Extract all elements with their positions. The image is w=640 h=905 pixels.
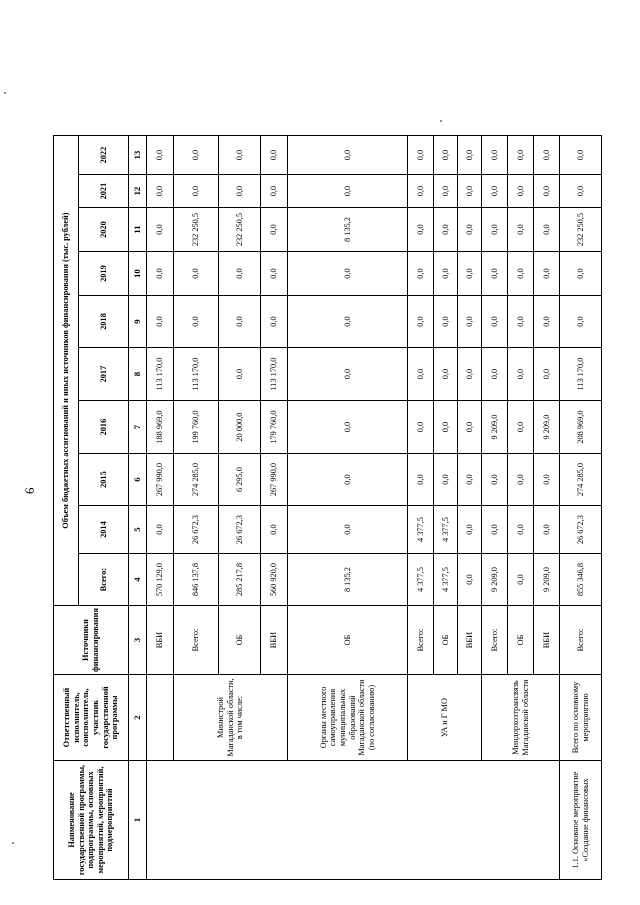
value-cell: 267 990,0 bbox=[147, 454, 174, 506]
value-cell: 0,0 bbox=[261, 136, 288, 175]
value-cell: 0,0 bbox=[458, 175, 482, 208]
value-cell: 0,0 bbox=[458, 208, 482, 252]
value-cell: 4 377,5 bbox=[434, 554, 458, 606]
value-cell: 0,0 bbox=[147, 506, 174, 554]
column-number: 10 bbox=[129, 252, 147, 296]
responsible-cell: УА и Г МО bbox=[408, 675, 482, 761]
value-cell: 0,0 bbox=[458, 348, 482, 401]
col-resp-header: Ответственный исполнитель, соисполнитель, участник государственной программы bbox=[54, 675, 129, 761]
value-cell: 0,0 bbox=[534, 296, 560, 348]
name-cell: 1.1. Основное мероприятие «Создание финансовых bbox=[560, 761, 602, 880]
source-cell: ОБ bbox=[508, 606, 534, 675]
value-cell: 267 990,0 bbox=[261, 454, 288, 506]
value-cell: 0,0 bbox=[458, 296, 482, 348]
value-cell: 0,0 bbox=[508, 175, 534, 208]
value-cell: 0,0 bbox=[534, 175, 560, 208]
value-cell: 0,0 bbox=[408, 454, 434, 506]
value-cell: 274 285,0 bbox=[174, 454, 219, 506]
column-number-row bbox=[129, 136, 147, 880]
value-cell: 274 285,0 bbox=[560, 454, 602, 506]
year-header: 2014 bbox=[79, 506, 129, 554]
value-cell: 0,0 bbox=[408, 208, 434, 252]
value-cell: 0,0 bbox=[147, 136, 174, 175]
value-cell: 0,0 bbox=[174, 136, 219, 175]
value-cell: 285 217,8 bbox=[219, 554, 261, 606]
value-cell: 9 209,0 bbox=[534, 554, 560, 606]
table-row bbox=[560, 136, 602, 880]
responsible-cell: Министрой Магаданской области, в том числе: bbox=[174, 675, 288, 761]
year-header: 2022 bbox=[79, 136, 129, 175]
value-cell: 0,0 bbox=[434, 454, 458, 506]
source-cell: Всего: bbox=[408, 606, 434, 675]
responsible-cell: Миндорхозтрансвязь Магаданской области bbox=[482, 675, 560, 761]
value-cell: 560 920,0 bbox=[261, 554, 288, 606]
value-cell: 0,0 bbox=[458, 554, 482, 606]
value-cell: 0,0 bbox=[288, 296, 408, 348]
value-cell: 0,0 bbox=[261, 252, 288, 296]
value-cell: 0,0 bbox=[288, 401, 408, 454]
responsible-cell: Всего по основному мероприятию bbox=[560, 675, 602, 761]
table-row bbox=[147, 136, 174, 880]
value-cell: 0,0 bbox=[288, 506, 408, 554]
source-cell: Всего: bbox=[560, 606, 602, 675]
value-cell: 199 760,0 bbox=[174, 401, 219, 454]
source-cell: Всего: bbox=[482, 606, 508, 675]
value-cell: 0,0 bbox=[174, 296, 219, 348]
value-cell: 0,0 bbox=[434, 401, 458, 454]
value-cell: 0,0 bbox=[508, 506, 534, 554]
value-cell: 0,0 bbox=[534, 252, 560, 296]
value-cell: 0,0 bbox=[434, 136, 458, 175]
value-cell: 8 135,2 bbox=[288, 554, 408, 606]
value-cell: 0,0 bbox=[482, 136, 508, 175]
column-number: 8 bbox=[129, 348, 147, 401]
responsible-cell: Органы местного самоуправления муниципальных образований Магаданской области (по согласованию) bbox=[288, 675, 408, 761]
value-cell: 179 760,0 bbox=[261, 401, 288, 454]
column-number: 12 bbox=[129, 175, 147, 208]
year-header: 2016 bbox=[79, 401, 129, 454]
value-cell: 232 250,5 bbox=[219, 208, 261, 252]
value-cell: 0,0 bbox=[434, 175, 458, 208]
value-cell: 0,0 bbox=[534, 208, 560, 252]
header-row-group bbox=[54, 136, 79, 880]
value-cell: 9 209,0 bbox=[482, 401, 508, 454]
value-cell: 26 672,3 bbox=[174, 506, 219, 554]
year-header: 2021 bbox=[79, 175, 129, 208]
value-cell: 0,0 bbox=[219, 136, 261, 175]
source-cell: ОБ bbox=[219, 606, 261, 675]
column-number: 4 bbox=[129, 554, 147, 606]
value-cell: 0,0 bbox=[261, 296, 288, 348]
column-number: 13 bbox=[129, 136, 147, 175]
value-cell: 113 170,0 bbox=[174, 348, 219, 401]
value-cell: 208 969,0 bbox=[560, 401, 602, 454]
value-cell: 0,0 bbox=[508, 136, 534, 175]
year-header: 2018 bbox=[79, 296, 129, 348]
value-cell: 0,0 bbox=[288, 252, 408, 296]
col-total-header: Всего: bbox=[79, 554, 129, 606]
value-cell: 113 170,0 bbox=[560, 348, 602, 401]
value-cell: 0,0 bbox=[482, 296, 508, 348]
value-cell: 0,0 bbox=[534, 454, 560, 506]
value-cell: 8 135,2 bbox=[288, 208, 408, 252]
value-cell: 0,0 bbox=[288, 175, 408, 208]
value-cell: 0,0 bbox=[458, 506, 482, 554]
source-cell: ВБИ bbox=[534, 606, 560, 675]
value-cell: 0,0 bbox=[560, 136, 602, 175]
value-cell: 9 209,0 bbox=[534, 401, 560, 454]
value-cell: 0,0 bbox=[458, 401, 482, 454]
value-cell: 26 672,3 bbox=[560, 506, 602, 554]
value-cell: 4 377,5 bbox=[408, 506, 434, 554]
page-number: 6 bbox=[22, 487, 37, 494]
value-cell: 0,0 bbox=[261, 175, 288, 208]
column-number: 9 bbox=[129, 296, 147, 348]
column-number: 3 bbox=[129, 606, 147, 675]
value-cell: 4 377,5 bbox=[434, 506, 458, 554]
value-cell: 0,0 bbox=[534, 506, 560, 554]
scan-speck bbox=[12, 842, 14, 844]
value-cell: 0,0 bbox=[261, 506, 288, 554]
year-header: 2017 bbox=[79, 348, 129, 401]
value-cell: 0,0 bbox=[482, 454, 508, 506]
column-number: 1 bbox=[129, 761, 147, 880]
col-name-header: Наименование государственной программы, подпрограммы, основных мероприятий, мероприятий, подмероприятий bbox=[54, 761, 129, 880]
source-cell: ВБИ bbox=[458, 606, 482, 675]
source-cell: ВБИ bbox=[147, 606, 174, 675]
scan-speck bbox=[440, 120, 442, 122]
value-cell: 0,0 bbox=[508, 454, 534, 506]
value-cell: 0,0 bbox=[508, 401, 534, 454]
year-header: 2020 bbox=[79, 208, 129, 252]
resp-cell-blank bbox=[147, 675, 174, 761]
source-cell: Всего: bbox=[174, 606, 219, 675]
year-header: 2015 bbox=[79, 454, 129, 506]
value-cell: 0,0 bbox=[219, 296, 261, 348]
value-cell: 20 000,0 bbox=[219, 401, 261, 454]
column-number: 11 bbox=[129, 208, 147, 252]
value-cell: 4 377,5 bbox=[408, 554, 434, 606]
value-cell: 0,0 bbox=[261, 208, 288, 252]
funding-group-header: Объем бюджетных ассигнований и иных источников финансирования (тыс. рублей) bbox=[54, 136, 79, 606]
source-cell: ОБ bbox=[288, 606, 408, 675]
value-cell: 0,0 bbox=[482, 348, 508, 401]
value-cell: 0,0 bbox=[534, 136, 560, 175]
value-cell: 232 250,5 bbox=[560, 208, 602, 252]
value-cell: 113 170,0 bbox=[261, 348, 288, 401]
value-cell: 0,0 bbox=[434, 296, 458, 348]
value-cell: 0,0 bbox=[147, 252, 174, 296]
value-cell: 9 209,0 bbox=[482, 554, 508, 606]
value-cell: 0,0 bbox=[560, 252, 602, 296]
value-cell: 0,0 bbox=[408, 175, 434, 208]
value-cell: 0,0 bbox=[408, 252, 434, 296]
value-cell: 0,0 bbox=[219, 175, 261, 208]
value-cell: 0,0 bbox=[482, 252, 508, 296]
value-cell: 0,0 bbox=[458, 136, 482, 175]
value-cell: 0,0 bbox=[408, 348, 434, 401]
value-cell: 0,0 bbox=[219, 348, 261, 401]
value-cell: 0,0 bbox=[174, 175, 219, 208]
value-cell: 0,0 bbox=[434, 348, 458, 401]
value-cell: 0,0 bbox=[147, 175, 174, 208]
value-cell: 0,0 bbox=[482, 506, 508, 554]
value-cell: 0,0 bbox=[219, 252, 261, 296]
scan-speck bbox=[4, 92, 6, 94]
value-cell: 0,0 bbox=[174, 252, 219, 296]
value-cell: 0,0 bbox=[288, 136, 408, 175]
value-cell: 0,0 bbox=[482, 175, 508, 208]
value-cell: 26 672,3 bbox=[219, 506, 261, 554]
name-cell-blank bbox=[147, 761, 560, 880]
value-cell: 0,0 bbox=[288, 454, 408, 506]
value-cell: 0,0 bbox=[408, 136, 434, 175]
value-cell: 0,0 bbox=[147, 296, 174, 348]
value-cell: 188 969,0 bbox=[147, 401, 174, 454]
value-cell: 0,0 bbox=[508, 296, 534, 348]
value-cell: 570 129,0 bbox=[147, 554, 174, 606]
year-header: 2019 bbox=[79, 252, 129, 296]
source-cell: ОБ bbox=[434, 606, 458, 675]
value-cell: 0,0 bbox=[508, 252, 534, 296]
value-cell: 0,0 bbox=[560, 296, 602, 348]
value-cell: 0,0 bbox=[408, 401, 434, 454]
value-cell: 0,0 bbox=[147, 208, 174, 252]
column-number: 6 bbox=[129, 454, 147, 506]
value-cell: 0,0 bbox=[458, 454, 482, 506]
col-src-header: Источники финансирования bbox=[54, 606, 129, 675]
column-number: 7 bbox=[129, 401, 147, 454]
funding-table bbox=[53, 135, 602, 880]
value-cell: 0,0 bbox=[288, 348, 408, 401]
value-cell: 0,0 bbox=[408, 296, 434, 348]
value-cell: 0,0 bbox=[508, 348, 534, 401]
value-cell: 232 250,5 bbox=[174, 208, 219, 252]
value-cell: 6 295,0 bbox=[219, 454, 261, 506]
value-cell: 855 346,8 bbox=[560, 554, 602, 606]
source-cell: ВБИ bbox=[261, 606, 288, 675]
value-cell: 846 137,8 bbox=[174, 554, 219, 606]
value-cell: 0,0 bbox=[508, 208, 534, 252]
column-number: 5 bbox=[129, 506, 147, 554]
value-cell: 0,0 bbox=[534, 348, 560, 401]
value-cell: 0,0 bbox=[482, 208, 508, 252]
value-cell: 0,0 bbox=[508, 554, 534, 606]
value-cell: 0,0 bbox=[560, 175, 602, 208]
value-cell: 0,0 bbox=[458, 252, 482, 296]
value-cell: 0,0 bbox=[434, 208, 458, 252]
column-number: 2 bbox=[129, 675, 147, 761]
value-cell: 113 170,0 bbox=[147, 348, 174, 401]
value-cell: 0,0 bbox=[434, 252, 458, 296]
rotated-document bbox=[16, 35, 616, 890]
